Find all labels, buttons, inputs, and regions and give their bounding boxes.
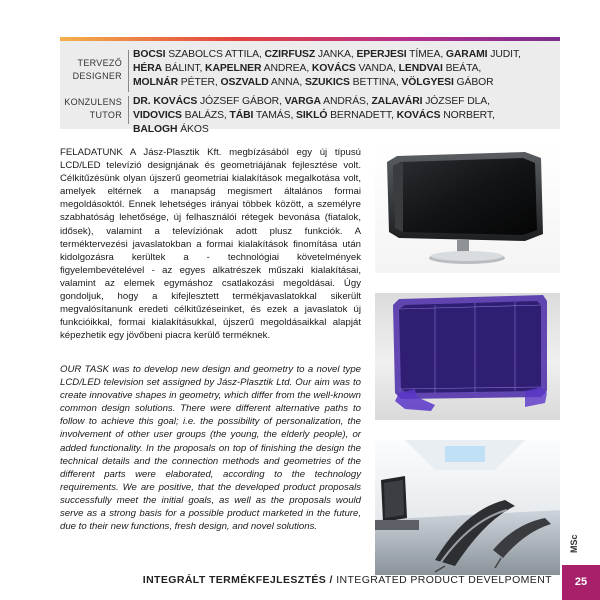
credit-given-name: BEÁTA, (442, 63, 482, 74)
credit-family-name: SIKLÓ (296, 110, 328, 121)
credit-family-name: ZALAVÁRI (371, 96, 423, 107)
designer-label: TERVEZŐ DESIGNER (72, 58, 122, 81)
tv-wireframe-icon (375, 293, 560, 420)
credit-name (305, 77, 399, 88)
credit-family-name: OSZVALD (220, 77, 269, 88)
credit-given-name: ANDREA, (261, 63, 310, 74)
credit-given-name: JÓZSEF DLA, (422, 96, 490, 107)
credit-given-name: TÍMEA, (406, 49, 444, 60)
credit-given-name: BETTINA, (349, 77, 399, 88)
credit-name (285, 96, 369, 107)
credit-name (229, 110, 293, 121)
hungarian-paragraph: FELADATUNK A Jász-Plasztik Kft. megbízásából egy új típusú LCD/LED televízió designjának és geometriájának fejlesztése volt. Célkitűzésünk olyan újszerű geometriai kialakítások megalkotása volt, amelyek eltérnek a manapság megismert általános formai megoldásoktól. Ennek lehetséges irányai többek között, a személyre szabhatóság lehetősége, új felhasználói rétegek bevonása (fiatalok, idősek), valamint a televíziónak adott plusz funkciók. A terméktervezési javaslatokban a formai kialakítások finomítása után kidolgozásra kerültek a - technológiai követelmények figyelembevételével - az egyes alkatrészek műszaki kialakításai, valamint az elemek egymáshoz csatlakozási megoldásai. Úgy gondoljuk, hogy a kifejlesztett termékjavaslatokkal sikerült megvalósítanunk eredeti célkitűzéseinket, és ezek a javaslatok új funkcióikkal, formai kialakításukkal, újszerű megoldásaikkal alapját képezhetik egy jövőbeni piacra kerülő terméknek. (60, 147, 361, 342)
credit-given-name: ANDRÁS, (320, 96, 369, 107)
credit-given-name: ÁKOS (177, 124, 209, 135)
credit-family-name: BALOGH (133, 124, 178, 135)
tv-render-icon (375, 146, 560, 273)
tv-render-image (375, 146, 560, 273)
credit-given-name: JÓZSEF GÁBOR, (197, 96, 282, 107)
credit-given-name: BÁLINT, (162, 63, 203, 74)
credit-name (133, 49, 262, 60)
footer-title-english: INTEGRATED PRODUCT DEVELPOMENT (336, 574, 552, 586)
credit-given-name: PÉTER, (178, 77, 218, 88)
credit-family-name: TÁBI (229, 110, 254, 121)
credit-given-name: GÁBOR (453, 77, 494, 88)
designer-divider (128, 50, 129, 92)
credit-family-name: BOCSI (133, 49, 166, 60)
credit-name (397, 110, 495, 121)
credit-name (205, 63, 309, 74)
credit-family-name: CZIRFUSZ (264, 49, 316, 60)
living-room-scene-icon (375, 440, 560, 575)
credit-name (296, 110, 394, 121)
credit-name (133, 124, 209, 135)
credit-name (401, 77, 493, 88)
credit-family-name: SZUKICS (304, 77, 350, 88)
credit-family-name: DR. KOVÁCS (133, 96, 198, 107)
credit-name (371, 96, 489, 107)
footer-title-hungarian: INTEGRÁLT TERMÉKFEJLESZTÉS / (142, 574, 333, 586)
footer-title (143, 574, 552, 586)
credit-family-name: KOVÁCS (396, 110, 441, 121)
english-paragraph: OUR TASK was to develop new design and geometry to a novel type LCD/LED television set assigned by Jász-Plasztik Ltd. Our aim was to create innovative shapes in geometry, which differ from the well-known common design solutions. There were different alternative paths to follow to achieve this goal; i.e. the possibility of personalization, the involvement of other user groups (the young, the elderly people), or added functionality. In the proposals on top of finishing the design the technical details and the connection methods and geometries of the different parts were elaborated, according to the technology requirements. We are positive, that the developed product proposals successfully meet the initial goals, as well as the proposals would serve as a strong basis for a possible product marketed in the future, due to their new functions, fresh design, and novel solutions. (60, 364, 361, 533)
credit-given-name: TAMÁS, (253, 110, 294, 121)
credit-given-name: ANNA, (268, 77, 303, 88)
credit-given-name: NORBERT, (440, 110, 495, 121)
credits-box (60, 41, 560, 135)
credit-name (399, 63, 482, 74)
tutor-divider (128, 96, 129, 124)
credit-family-name: LENDVAI (398, 63, 443, 74)
tutor-names (133, 95, 558, 137)
credit-family-name: MOLNÁR (133, 77, 178, 88)
tutor-label: KONZULENS TUTOR (64, 97, 122, 120)
credit-name (265, 49, 354, 60)
credit-name (356, 49, 443, 60)
page-number: 25 (562, 565, 600, 600)
credit-name (133, 110, 227, 121)
credit-given-name: BALÁZS, (181, 110, 227, 121)
credit-given-name: BERNADETT, (327, 110, 394, 121)
credit-family-name: VARGA (284, 96, 321, 107)
credit-family-name: KAPELNER (205, 63, 262, 74)
credit-name (312, 63, 396, 74)
credit-family-name: VÖLGYESI (401, 77, 454, 88)
credit-given-name: JUDIT, (487, 49, 521, 60)
credit-name (133, 63, 202, 74)
degree-side-label: MSc (569, 534, 579, 554)
credit-family-name: GARAMI (445, 49, 488, 60)
tv-wireframe-image (375, 293, 560, 420)
credit-family-name: HÉRA (133, 63, 163, 74)
credit-given-name: VANDA, (355, 63, 396, 74)
designer-names (133, 48, 558, 90)
credit-name (446, 49, 521, 60)
living-room-image (375, 440, 560, 575)
credit-family-name: VIDOVICS (133, 110, 182, 121)
credit-family-name: EPERJESI (356, 49, 407, 60)
credit-given-name: SZABOLCS ATTILA, (165, 49, 262, 60)
credit-given-name: JANKA, (315, 49, 354, 60)
credit-family-name: KOVÁCS (311, 63, 356, 74)
credit-name (133, 77, 218, 88)
credit-name (221, 77, 303, 88)
credit-name (133, 96, 282, 107)
